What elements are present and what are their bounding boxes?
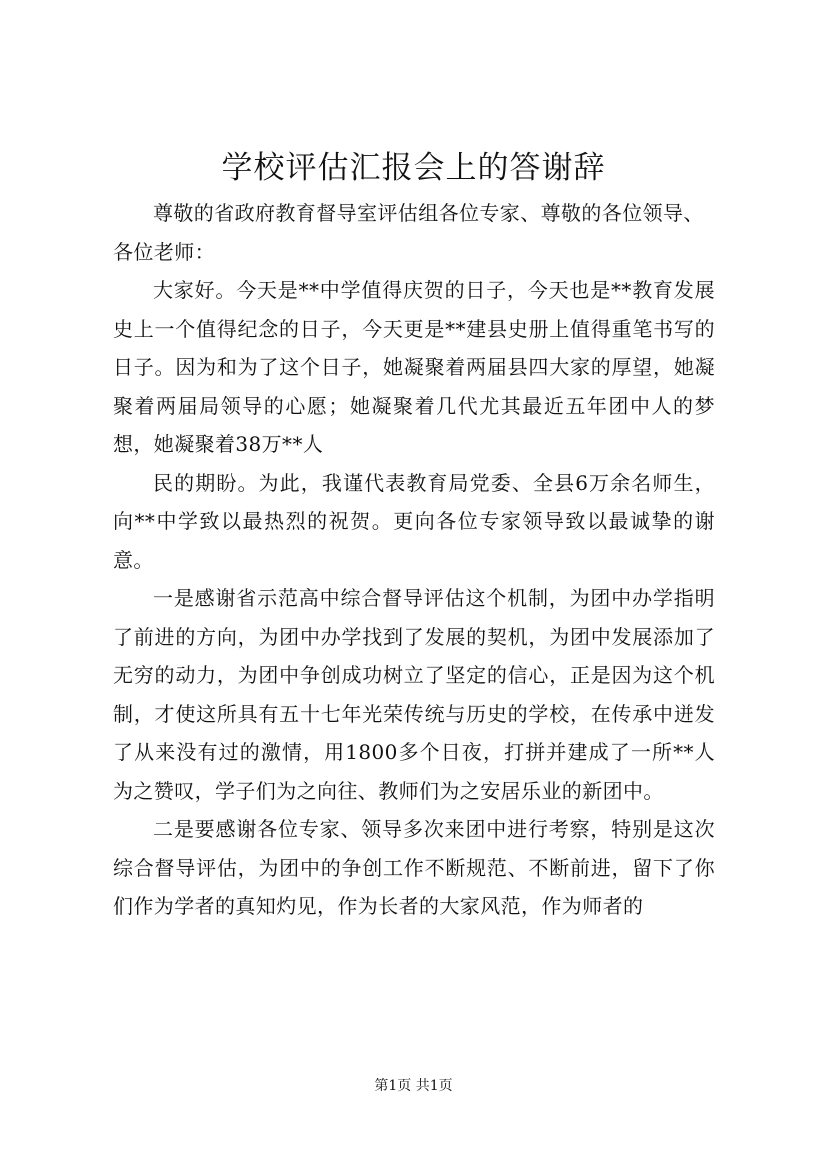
- body-paragraph: 一是感谢省示范高中综合督导评估这个机制，为团中办学指明了前进的方向，为团中办学找到了发展的契机，为团中发展添加了无穷的动力，为团中争创成功树立了坚定的信心，正是因为这个机制，才使这所具有五十七年光荣传统与历史的学校，在传承中迸发了从来没有过的激情，用1800多个日夜，打拼并建成了一所**人为之赞叹，学子们为之向往、教师们为之安居乐业的新团中。: [113, 586, 715, 803]
- body-paragraph: 二是要感谢各位专家、领导多次来团中进行考察，特别是这次综合督导评估，为团中的争创工作不断规范、不断前进，留下了你们作为学者的真知灼见，作为长者的大家风范，作为师者的: [113, 817, 715, 918]
- salutation-line: 各位老师：: [113, 239, 215, 264]
- body-paragraph: 大家好。今天是**中学值得庆贺的日子，今天也是**教育发展史上一个值得纪念的日子，今天更是**建县史册上值得重笔书写的日子。因为和为了这个日子，她凝聚着两届县四大家的厚望，她凝聚着两届局领导的心愿；她凝聚着几代尤其最近五年团中人的梦想，她凝聚着38万**人: [113, 278, 715, 456]
- document-title: 学校评估汇报会上的答谢辞: [221, 150, 606, 186]
- page-footer: 第1页 共1页: [374, 1078, 453, 1094]
- salutation-line: 尊敬的省政府教育督导室评估组各位专家、尊敬的各位领导、: [153, 201, 704, 225]
- body-paragraph: 民的期盼。为此，我谨代表教育局党委、全县6万余名师生，向**中学致以最热烈的祝贺。更向各位专家领导致以最诚挚的谢意。: [113, 470, 715, 572]
- document-body: [113, 194, 715, 926]
